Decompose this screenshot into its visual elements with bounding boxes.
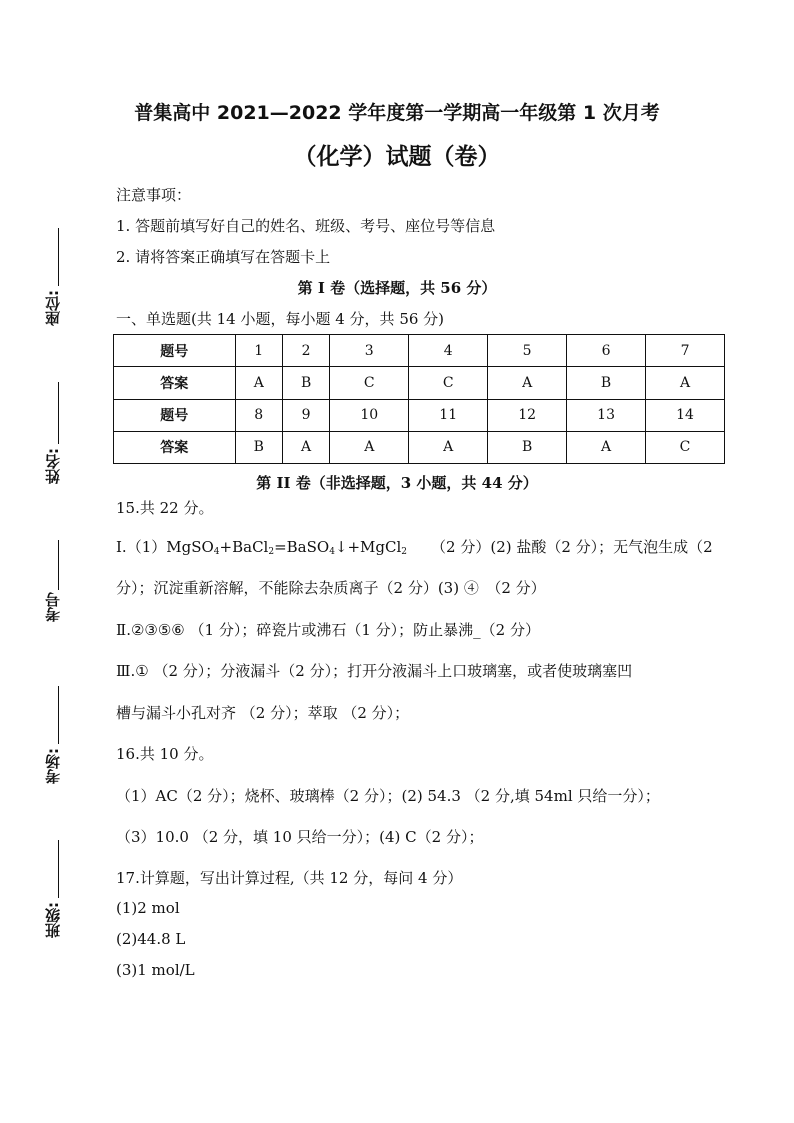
q15-part-ii: Ⅱ.②③⑤⑥ （1 分）；碎瓷片或沸石（1 分）；防止暴沸_（2 分） <box>116 621 540 639</box>
seat-label: 座位: <box>44 290 62 326</box>
q15-part-iii-line2: 槽与漏斗小孔对齐 （2 分）；萃取 （2 分）； <box>116 704 410 722</box>
q15-heading: 15.共 22 分。 <box>116 499 214 517</box>
exam-no-blank-line <box>58 540 59 590</box>
table-cell: 2 <box>282 335 329 367</box>
equation: MgSO$_4$+BaCl$_2$=BaSO$_4$↓+MgCl$_2$ <box>166 538 408 557</box>
table-cell: 14 <box>646 399 725 431</box>
table-cell: B <box>282 367 329 399</box>
table-cell: A <box>330 431 409 463</box>
table-cell: A <box>235 367 282 399</box>
q17-answer-3: (3)1 mol/L <box>116 961 195 979</box>
q15-part-iii-line1: Ⅲ.① （2 分）；分液漏斗（2 分）；打开分液漏斗上口玻璃塞，或者使玻璃塞凹 <box>116 662 633 680</box>
table-cell: 3 <box>330 335 409 367</box>
exam-title: 普集高中 2021—2022 学年度第一学期高一年级第 1 次月考 <box>134 102 660 124</box>
name-blank-line <box>58 382 59 444</box>
sidebar-class <box>40 840 70 950</box>
sidebar-room <box>40 686 70 796</box>
exam-subtitle: （化学）试题（卷） <box>293 144 501 170</box>
part1-section: 一、单选题(共 14 小题，每小题 4 分，共 56 分) <box>116 310 445 328</box>
table-row <box>114 399 725 431</box>
row-label: 题号 <box>114 399 236 431</box>
table-cell: 5 <box>488 335 567 367</box>
table-cell: B <box>235 431 282 463</box>
q17-heading: 17.计算题，写出计算过程,（共 12 分，每问 4 分） <box>116 869 463 887</box>
table-cell: 13 <box>567 399 646 431</box>
name-label: 姓名: <box>44 448 62 484</box>
q15-i-prefix: I.（1） <box>116 538 167 556</box>
table-cell: 1 <box>235 335 282 367</box>
table-cell: A <box>282 431 329 463</box>
row-label: 答案 <box>114 431 236 463</box>
table-cell: C <box>330 367 409 399</box>
table-cell: A <box>409 431 488 463</box>
exam-no-label: 考号 <box>44 592 62 622</box>
table-cell: A <box>646 367 725 399</box>
table-cell: 7 <box>646 335 725 367</box>
answer-table <box>113 334 725 464</box>
row-label: 题号 <box>114 335 236 367</box>
notes-heading: 注意事项： <box>116 186 192 204</box>
part2-title: 第 II 卷（非选择题，3 小题，共 44 分） <box>256 474 538 492</box>
q16-line2: （3）10.0 （2 分，填 10 只给一分）；(4) C（2 分）； <box>116 828 484 846</box>
q17-answer-1: (1)2 mol <box>116 899 180 917</box>
q17-answer-2: (2)44.8 L <box>116 930 186 948</box>
table-cell: 10 <box>330 399 409 431</box>
q15-i-rest: （2 分）(2) 盐酸（2 分）；无气泡生成（2 <box>431 538 713 556</box>
q16-line1: （1）AC（2 分）；烧杯、玻璃棒（2 分）；(2) 54.3 （2 分,填 54ml 只给一分）； <box>116 787 660 805</box>
table-cell: 11 <box>409 399 488 431</box>
table-cell: 6 <box>567 335 646 367</box>
row-label: 答案 <box>114 367 236 399</box>
table-cell: 9 <box>282 399 329 431</box>
class-label: 班级: <box>44 902 62 938</box>
table-cell: 8 <box>235 399 282 431</box>
table-cell: A <box>567 431 646 463</box>
class-blank-line <box>58 840 59 898</box>
table-cell: A <box>488 367 567 399</box>
sidebar-exam-no <box>40 540 70 630</box>
table-row <box>114 335 725 367</box>
table-row <box>114 431 725 463</box>
q15-part-i-line1 <box>116 536 713 557</box>
table-cell: B <box>488 431 567 463</box>
notes-item-2: 2. 请将答案正确填写在答题卡上 <box>116 248 331 266</box>
room-label: 考场: <box>44 748 62 784</box>
room-blank-line <box>58 686 59 744</box>
q15-part-i-line2: 分）；沉淀重新溶解，不能除去杂质离子（2 分）(3) ④ （2 分） <box>116 579 546 597</box>
table-cell: C <box>646 431 725 463</box>
table-cell: C <box>409 367 488 399</box>
table-cell: 4 <box>409 335 488 367</box>
notes-item-1: 1. 答题前填写好自己的姓名、班级、考号、座位号等信息 <box>116 217 496 235</box>
q16-heading: 16.共 10 分。 <box>116 745 214 763</box>
table-cell: 12 <box>488 399 567 431</box>
table-cell: B <box>567 367 646 399</box>
table-row <box>114 367 725 399</box>
part1-title: 第 I 卷（选择题，共 56 分） <box>297 279 497 297</box>
